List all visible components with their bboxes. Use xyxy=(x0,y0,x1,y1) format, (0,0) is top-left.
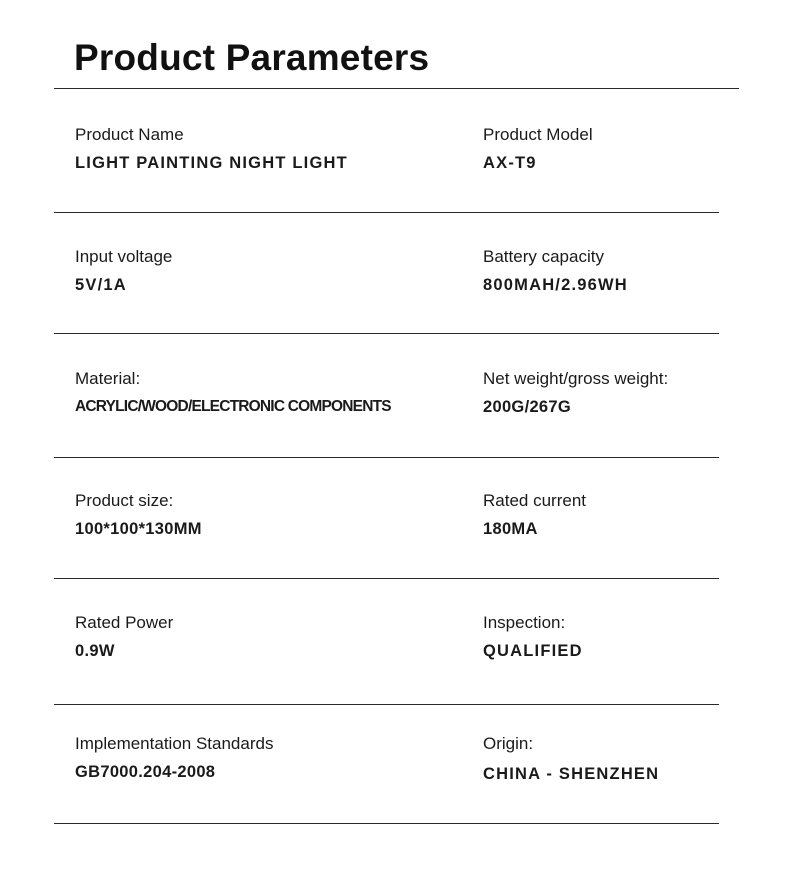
param-label-product-name: Product Name xyxy=(75,125,184,144)
param-value-input-voltage: 5V/1A xyxy=(75,276,127,294)
param-value-rated-power: 0.9W xyxy=(75,642,115,660)
row-divider xyxy=(54,212,719,213)
page-title: Product Parameters xyxy=(74,37,430,78)
row-divider xyxy=(54,823,719,824)
param-label-material: Material: xyxy=(75,369,141,388)
param-label-input-voltage: Input voltage xyxy=(75,247,173,266)
param-label-product-model: Product Model xyxy=(483,125,593,144)
title-divider xyxy=(54,88,739,89)
param-label-implementation-standards: Implementation Standards xyxy=(75,734,274,753)
param-value-weight: 200G/267G xyxy=(483,398,572,416)
param-value-origin: CHINA - SHENZHEN xyxy=(483,765,660,783)
param-label-rated-power: Rated Power xyxy=(75,613,174,632)
param-value-implementation-standards: GB7000.204-2008 xyxy=(75,763,216,781)
param-value-inspection: QUALIFIED xyxy=(483,642,583,660)
param-value-rated-current: 180MA xyxy=(483,520,538,538)
row-divider xyxy=(54,333,719,334)
param-value-battery-capacity: 800MAH/2.96WH xyxy=(483,276,628,294)
param-label-origin: Origin: xyxy=(483,734,534,753)
param-value-product-model: AX-T9 xyxy=(483,154,537,172)
param-value-material: ACRYLIC/WOOD/ELECTRONIC COMPONENTS xyxy=(75,398,391,415)
param-label-product-size: Product size: xyxy=(75,491,174,510)
param-label-inspection: Inspection: xyxy=(483,613,566,632)
row-divider xyxy=(54,457,719,458)
param-value-product-size: 100*100*130MM xyxy=(75,520,202,538)
param-label-rated-current: Rated current xyxy=(483,491,586,510)
param-value-product-name: LIGHT PAINTING NIGHT LIGHT xyxy=(75,154,348,172)
row-divider xyxy=(54,704,719,705)
param-label-battery-capacity: Battery capacity xyxy=(483,247,604,266)
param-label-weight: Net weight/gross weight: xyxy=(483,369,669,388)
row-divider xyxy=(54,578,719,579)
